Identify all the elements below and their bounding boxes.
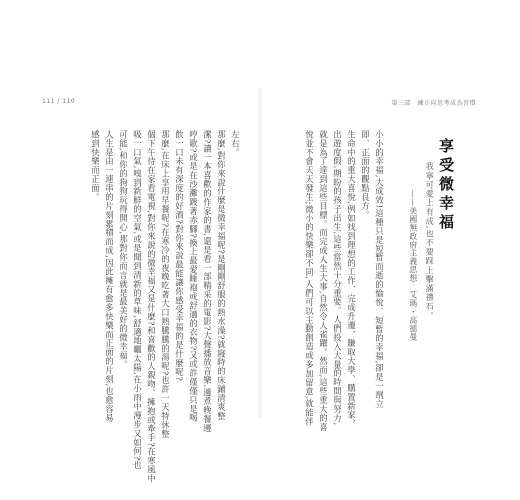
epigraph-quote: 我寧可愛上有成,也不要踩上擊滿禮石。 bbox=[425, 162, 436, 321]
right-page-line: 生命中的重大喜悅,例如找到理想的工作、完成升遷、賺取大學、購置新家、 bbox=[346, 130, 357, 429]
left-page-line: 吸一口氣,嗅到新鮮的空氣,或是聞到清新的草味,舒適地曬太陽,在小雨中漫步又如何?也 bbox=[132, 130, 143, 470]
left-page-line: 哼歌?或是在沙灘踱著赤腳?換上最愛睡袍或舒適的衣物?又或許僅僅只是喝 bbox=[188, 130, 199, 423]
right-running-header: 第三部 練正向思考成為習慣 bbox=[391, 100, 476, 107]
left-page-line: 感到快樂而正面。 bbox=[90, 130, 101, 202]
book-gutter bbox=[257, 88, 263, 418]
left-page-line: 左右。 bbox=[230, 130, 241, 157]
left-page-line: 飲一口未有深度的好酒?對你來說最能讓你感受幸福的是什麼呢? bbox=[174, 130, 185, 382]
left-page-line: 人生是由一連串的片刻累積而成,因此擁有愈多快樂而正面的片刻,也愈容易 bbox=[104, 130, 115, 423]
right-page-line: 就是為了達到這些目標。而完成人生大事,自然令人雀躍。然而,這些重大的喜 bbox=[318, 130, 329, 432]
left-page-line: 可能,和你的狗狗玩得開心,那對你而言就是最美好的微幸福。 bbox=[118, 130, 129, 369]
right-page-line: 出遊度假,期盼的孩子出生,這些當然十分重要。人們投入大量的時間與努力, bbox=[332, 130, 343, 426]
left-page-number: 111 / 110 bbox=[42, 98, 76, 105]
chapter-title: 享受微幸福 bbox=[437, 138, 455, 233]
right-page-line: 即、正面的觀點良方。 bbox=[360, 130, 371, 220]
right-page-line: 小小的幸福,大成效!這種只是短暫而逝的愉悅、短暫的幸福,卻是一劑立 bbox=[374, 130, 385, 409]
right-page-line: 悅並不會天天發生;微小的快樂卻不同,人們可以主動創造或多加留意,就能伴 bbox=[304, 130, 315, 426]
epigraph-attribution: ——美國無政府主義思想 艾瑪・高德曼 bbox=[408, 190, 418, 342]
left-page-line: 潔?讀一本喜歡的作家的書,還是看一部精采的電影?大聲播放音樂,邊煮晚餐邊 bbox=[202, 130, 213, 433]
left-page-line: 那麼,在床上享用早餐呢?在寒冷的夜晚吃著大口熱騰騰的湯呢?也許一天特休整 bbox=[160, 130, 171, 439]
left-page-line: 個下午待在家看電視,對你來說的微幸福又是什麼?和喜歡的人親吻、擁抱或牽手?在寒風中 bbox=[146, 130, 157, 484]
left-page-line: 那麼,對你來說什麼是微幸福呢?是剛剛舒服的熱水澡?就寢時的床鋪清爽整 bbox=[216, 130, 227, 421]
